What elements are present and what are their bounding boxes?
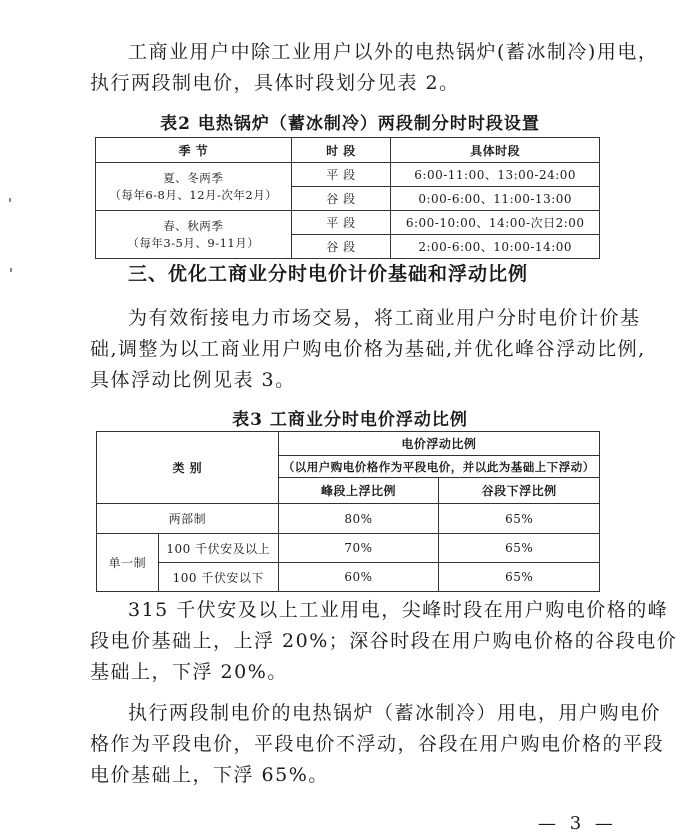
industrial-315-paragraph — [90, 595, 678, 688]
table2-header-row — [96, 138, 600, 163]
table2-season-name: 夏、冬两季 — [163, 170, 224, 185]
intro-line-2: 执行两段制电价，具体时段划分见表 2。 — [90, 72, 460, 94]
table3-header-category: 类 别 — [97, 432, 279, 504]
section3-line-2: 础,调整为以工商业用户购电价格为基础,并优化峰谷浮动比例, — [90, 338, 646, 360]
table2-header-season: 季 节 — [96, 138, 292, 163]
table2-times-cell: 6:00-11:00、13:00-24:00 — [391, 163, 600, 187]
table-row — [97, 534, 600, 563]
table3-header-row-1 — [97, 432, 600, 456]
section3-line-1: 为有效衔接电力市场交易，将工商业用户分时电价计价基 — [128, 307, 641, 329]
table2-caption: 表2 电热锅炉（蓄冰制冷）两段制分时时段设置 — [160, 114, 540, 134]
industrial-315-line-2: 段电价基础上，上浮 20%；深谷时段在用户购电价格的谷段电价 — [90, 630, 678, 652]
table-row — [96, 163, 600, 187]
table3-single-sub-label: 100 千伏安以下 — [158, 563, 278, 592]
table-row — [96, 211, 600, 235]
scan-mark — [9, 198, 11, 202]
table2-season-months: （每年3-5月、9-11月） — [127, 235, 260, 250]
table3-single-label: 单一制 — [97, 534, 159, 592]
table3-two-part-peak: 80% — [278, 504, 439, 534]
section3-line-3: 具体浮动比例见表 3。 — [90, 369, 296, 391]
boiler-line-1: 执行两段制电价的电热锅炉（蓄冰制冷）用电，用户购电价 — [128, 702, 662, 724]
table2-header-times: 具体时段 — [391, 138, 600, 163]
table2-season-cell — [96, 163, 292, 211]
table3-single-peak: 60% — [278, 563, 439, 592]
table2-period-cell: 平 段 — [291, 211, 391, 235]
table-row — [97, 504, 600, 534]
table2-times-cell: 2:00-6:00、10:00-14:00 — [391, 235, 600, 259]
table-row — [97, 563, 600, 592]
table3-header-ratio-note: （以用户购电价格作为平段电价，并以此为基础上下浮动） — [278, 456, 599, 478]
page-number: — 3 — — [538, 813, 617, 834]
table3-two-part-label: 两部制 — [97, 504, 279, 534]
table2-period-cell: 谷 段 — [291, 235, 391, 259]
table2-header-period: 时 段 — [291, 138, 391, 163]
table3-single-peak: 70% — [278, 534, 439, 563]
table2-period-cell: 谷 段 — [291, 187, 391, 211]
table3 — [96, 431, 600, 592]
section3-heading: 三、优化工商业分时电价计价基础和浮动比例 — [128, 263, 529, 285]
table2-period-cell: 平 段 — [291, 163, 391, 187]
scan-mark — [10, 268, 12, 272]
table3-caption: 表3 工商业分时电价浮动比例 — [232, 410, 468, 430]
table2-season-months: （每年6-8月、12月-次年2月） — [109, 187, 278, 202]
table2-season-cell — [96, 211, 292, 259]
industrial-315-line-1: 315 千伏安及以上工业用电，尖峰时段在用户购电价格的峰 — [128, 599, 669, 621]
table3-two-part-valley: 65% — [439, 504, 600, 534]
boiler-line-3: 电价基础上，下浮 65%。 — [90, 764, 329, 786]
table3-single-valley: 65% — [439, 563, 600, 592]
intro-line-1: 工商业用户中除工业用户以外的电热锅炉(蓄冰制冷)用电， — [128, 41, 659, 63]
table3-header-ratio-title: 电价浮动比例 — [278, 432, 599, 456]
industrial-315-line-3: 基础上，下浮 20%。 — [90, 661, 288, 683]
table3-single-valley: 65% — [439, 534, 600, 563]
intro-paragraph — [90, 37, 659, 99]
table2-season-name: 春、秋两季 — [163, 218, 224, 233]
table2-times-cell: 6:00-10:00、14:00-次日2:00 — [391, 211, 600, 235]
table2-times-cell: 0:00-6:00、11:00-13:00 — [391, 187, 600, 211]
table3-header-valley: 谷段下浮比例 — [439, 478, 600, 504]
table3-single-sub-label: 100 千伏安及以上 — [158, 534, 278, 563]
boiler-line-2: 格作为平段电价，平段电价不浮动，谷段在用户购电价格的平段 — [90, 733, 665, 755]
section3-paragraph — [90, 303, 646, 396]
table3-header-peak: 峰段上浮比例 — [278, 478, 439, 504]
boiler-paragraph — [90, 698, 665, 791]
table2 — [95, 137, 600, 259]
